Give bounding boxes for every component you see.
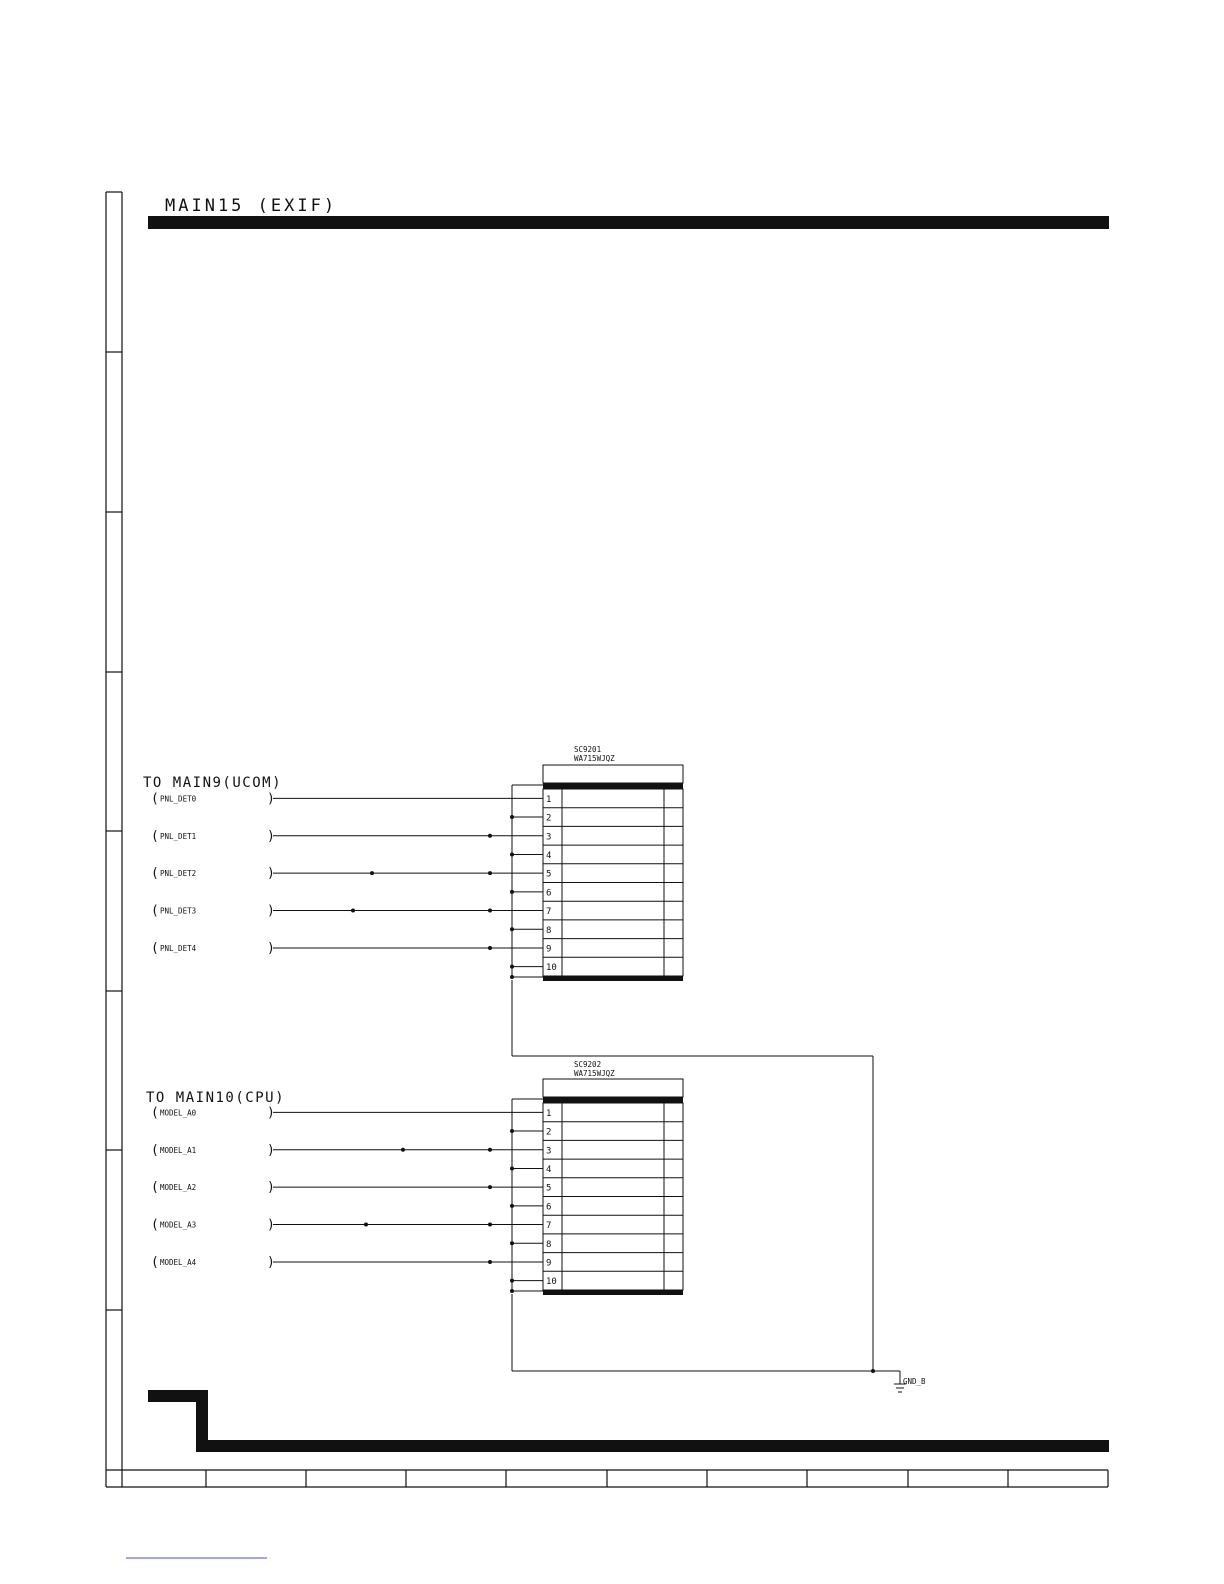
junction-dot [488, 871, 492, 875]
junction-dot [510, 852, 514, 856]
junction-dot [510, 890, 514, 894]
junction-dot [488, 1185, 492, 1189]
junction-dot [510, 1289, 514, 1293]
junction-dot [364, 1223, 368, 1227]
signal-label: MODEL_A0 [160, 1108, 197, 1118]
pin-number: 6 [546, 1202, 552, 1213]
signal-label: PNL_DET1 [160, 831, 197, 841]
signal-close-paren: ) [267, 1180, 275, 1196]
junction-dot [351, 909, 355, 913]
signal-label: PNL_DET4 [160, 943, 197, 953]
connector-part-number: WA715WJQZ [574, 1069, 615, 1078]
connector-ref: SC9201 [574, 745, 602, 754]
pin-number: 3 [546, 1146, 552, 1157]
junction-dot [510, 1166, 514, 1170]
pin-number: 2 [546, 813, 552, 824]
junction-dot [510, 965, 514, 969]
junction-dot [510, 1129, 514, 1133]
connector-header-box [543, 1079, 683, 1097]
connector-footer-bar [543, 1290, 683, 1295]
title-bar [148, 216, 1109, 229]
signal-open-paren: ( [151, 791, 159, 807]
pin-number: 1 [546, 1108, 552, 1119]
connector-ref: SC9202 [574, 1060, 602, 1069]
connector-group-sc9201 [143, 745, 683, 981]
pin-number: 10 [546, 963, 557, 974]
connector-destination-label: TO MAIN10(CPU) [146, 1090, 286, 1106]
pin-number: 7 [546, 907, 552, 918]
pin-number: 1 [546, 794, 552, 805]
signal-close-paren: ) [267, 903, 275, 919]
signal-close-paren: ) [267, 1217, 275, 1233]
signal-label: MODEL_A3 [160, 1220, 197, 1230]
junction-dot [510, 975, 514, 979]
signal-label: MODEL_A1 [160, 1145, 197, 1155]
connector-footer-bar [543, 976, 683, 981]
junction-dot [401, 1148, 405, 1152]
junction-dot [510, 1279, 514, 1283]
connector-header-bar [543, 783, 683, 789]
connector-group-sc9202 [146, 1060, 683, 1295]
ground-label: GND_B [903, 1377, 926, 1386]
pin-number: 5 [546, 869, 552, 880]
junction-dot [510, 927, 514, 931]
junction-dot [488, 1260, 492, 1264]
pin-number: 8 [546, 925, 552, 936]
signal-open-paren: ( [151, 1254, 159, 1270]
pin-number: 8 [546, 1239, 552, 1250]
signal-close-paren: ) [267, 866, 275, 882]
connector-part-number: WA715WJQZ [574, 754, 615, 763]
signal-label: PNL_DET3 [160, 906, 197, 916]
junction-dot [510, 1241, 514, 1245]
pin-number: 3 [546, 832, 552, 843]
connector-header-box [543, 765, 683, 783]
signal-close-paren: ) [267, 828, 275, 844]
junction-dot [488, 946, 492, 950]
junction-dot [488, 909, 492, 913]
junction-dot [488, 1148, 492, 1152]
junction-dot [871, 1369, 875, 1373]
signal-label: MODEL_A2 [160, 1183, 197, 1193]
pin-number: 6 [546, 888, 552, 899]
connector-destination-label: TO MAIN9(UCOM) [143, 775, 283, 791]
signal-close-paren: ) [267, 1142, 275, 1158]
signal-open-paren: ( [151, 1105, 159, 1121]
sheet-title: MAIN15 (EXIF) [165, 196, 338, 216]
pin-number: 9 [546, 1258, 552, 1269]
bottom-step-bar [148, 1390, 1109, 1452]
pin-number: 4 [546, 1164, 552, 1175]
connector-sc9201 [151, 765, 683, 981]
junction-dot [510, 1204, 514, 1208]
signal-label: PNL_DET2 [160, 869, 197, 879]
pin-number: 10 [546, 1277, 557, 1288]
pin-number: 5 [546, 1183, 552, 1194]
pin-number: 9 [546, 944, 552, 955]
connector-sc9202 [151, 1079, 683, 1295]
ground-net [512, 980, 906, 1392]
signal-close-paren: ) [267, 1254, 275, 1270]
junction-dot [488, 834, 492, 838]
pin-number: 2 [546, 1127, 552, 1138]
signal-open-paren: ( [151, 1217, 159, 1233]
signal-open-paren: ( [151, 828, 159, 844]
signal-open-paren: ( [151, 1180, 159, 1196]
junction-dot [370, 871, 374, 875]
signal-label: PNL_DET0 [160, 794, 197, 804]
signal-open-paren: ( [151, 1142, 159, 1158]
signal-close-paren: ) [267, 1105, 275, 1121]
signal-open-paren: ( [151, 940, 159, 956]
junction-dot [488, 1223, 492, 1227]
pin-number: 7 [546, 1221, 552, 1232]
signal-close-paren: ) [267, 940, 275, 956]
junction-dot [510, 815, 514, 819]
signal-close-paren: ) [267, 791, 275, 807]
signal-label: MODEL_A4 [160, 1257, 197, 1267]
signal-open-paren: ( [151, 866, 159, 882]
signal-open-paren: ( [151, 903, 159, 919]
connector-header-bar [543, 1097, 683, 1103]
pin-number: 4 [546, 850, 552, 861]
